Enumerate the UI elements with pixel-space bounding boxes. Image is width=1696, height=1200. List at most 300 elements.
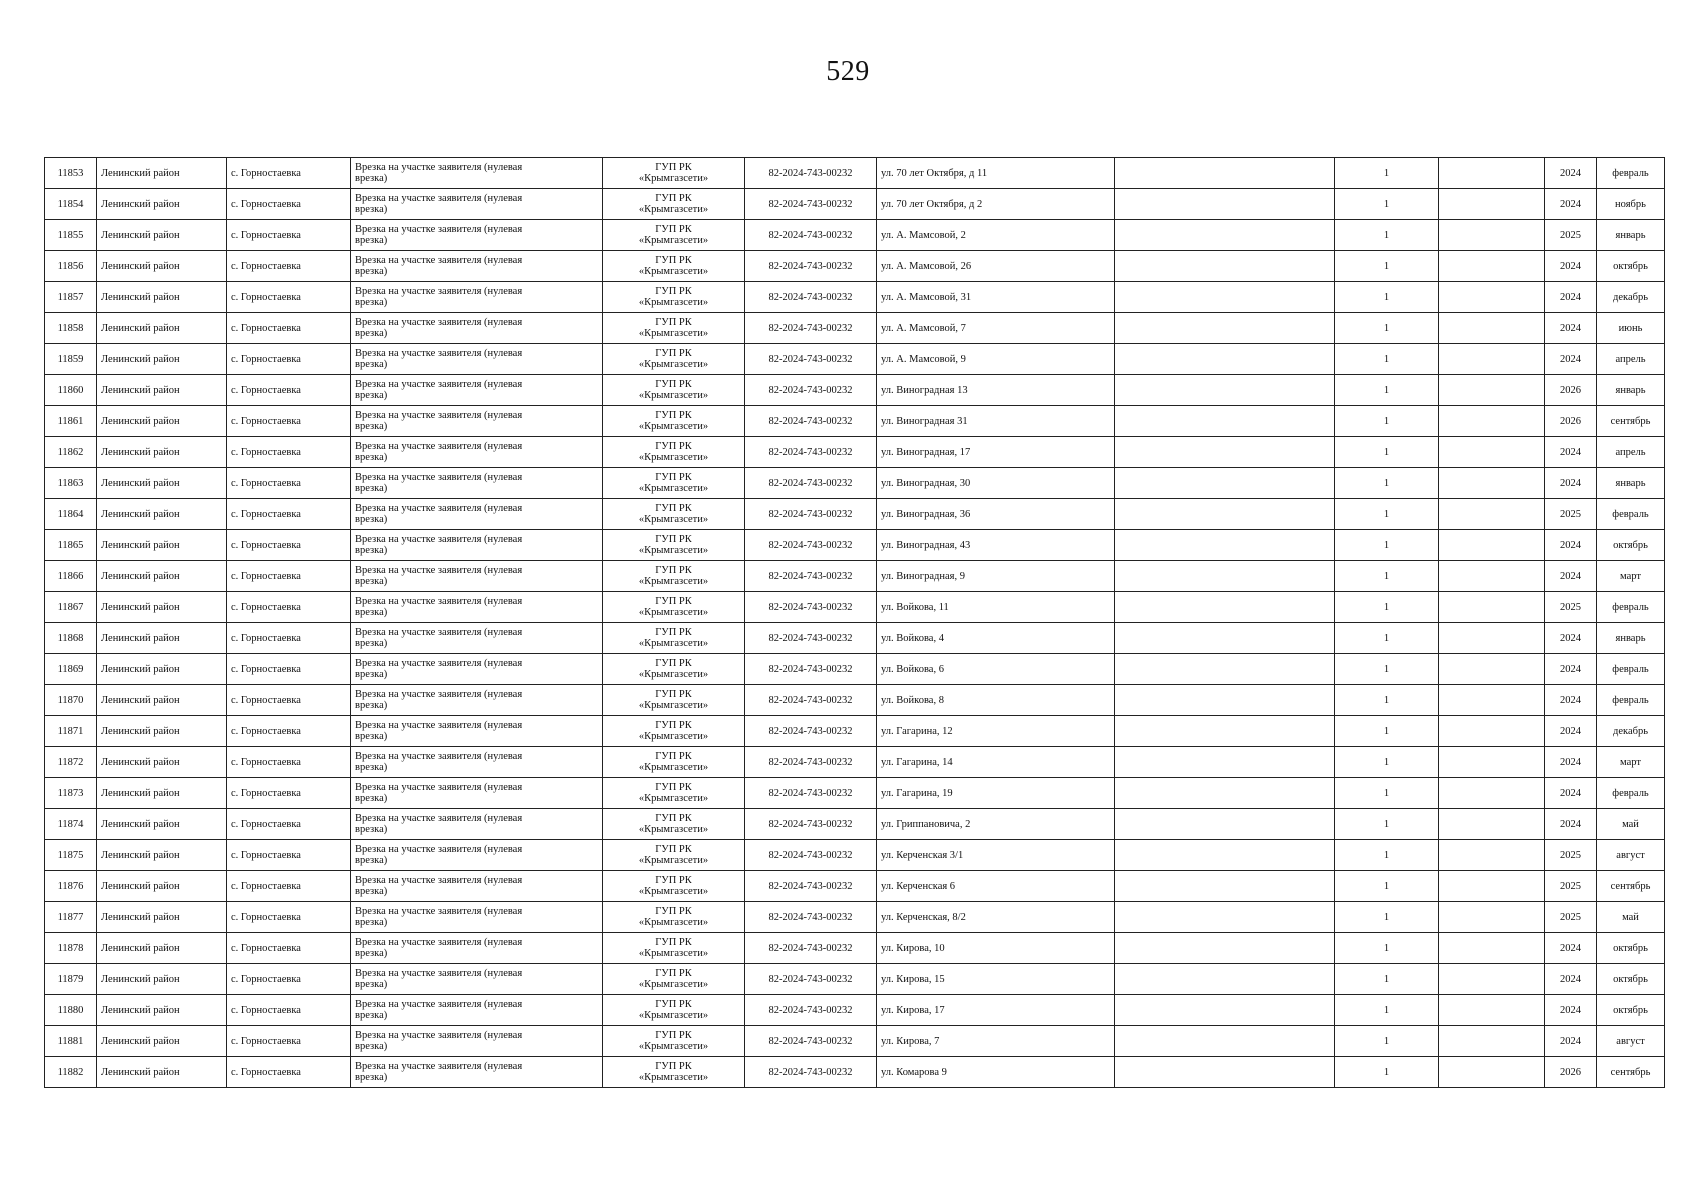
work-type-cell-line: врезка) xyxy=(355,514,388,525)
organization-cell-line: «Крымгазсети» xyxy=(638,204,709,215)
organization-cell xyxy=(603,499,745,530)
row-number: 11854 xyxy=(45,189,97,220)
organization-cell xyxy=(603,313,745,344)
work-type-cell-line: врезка) xyxy=(355,235,388,246)
district-cell: Ленинский район xyxy=(97,313,227,344)
work-type-cell xyxy=(351,995,603,1026)
work-type-cell-line: врезка) xyxy=(355,483,388,494)
organization-cell-line: ГУП РК xyxy=(655,844,692,855)
organization-cell-line: «Крымгазсети» xyxy=(638,979,709,990)
empty-cell xyxy=(1439,468,1545,499)
empty-cell xyxy=(1115,344,1335,375)
year-cell: 2024 xyxy=(1545,716,1597,747)
year-cell: 2024 xyxy=(1545,623,1597,654)
count-cell: 1 xyxy=(1335,282,1439,313)
organization-cell-line: «Крымгазсети» xyxy=(638,483,709,494)
month-cell: февраль xyxy=(1597,158,1665,189)
organization-cell xyxy=(603,561,745,592)
settlement-cell: с. Горностаевка xyxy=(227,158,351,189)
work-type-cell-line: врезка) xyxy=(355,1041,388,1052)
empty-cell xyxy=(1115,468,1335,499)
year-cell: 2024 xyxy=(1545,530,1597,561)
work-type-cell xyxy=(351,592,603,623)
work-type-cell xyxy=(351,344,603,375)
work-type-cell-line: Врезка на участке заявителя (нулевая xyxy=(355,379,523,390)
program-code-cell: 82-2024-743-00232 xyxy=(745,871,877,902)
year-cell: 2026 xyxy=(1545,1057,1597,1088)
work-type-cell xyxy=(351,406,603,437)
program-code-cell: 82-2024-743-00232 xyxy=(745,778,877,809)
organization-cell xyxy=(603,623,745,654)
table-row xyxy=(45,654,1665,685)
empty-cell xyxy=(1439,499,1545,530)
month-cell: сентябрь xyxy=(1597,1057,1665,1088)
address-cell: ул. Керченская 3/1 xyxy=(877,840,1115,871)
settlement-cell: с. Горностаевка xyxy=(227,716,351,747)
work-type-cell-line: Врезка на участке заявителя (нулевая xyxy=(355,410,523,421)
empty-cell xyxy=(1439,1057,1545,1088)
table-row xyxy=(45,809,1665,840)
organization-cell-line: ГУП РК xyxy=(655,658,692,669)
month-cell: апрель xyxy=(1597,344,1665,375)
organization-cell-line: ГУП РК xyxy=(655,441,692,452)
empty-cell xyxy=(1439,375,1545,406)
work-type-cell-line: врезка) xyxy=(355,917,388,928)
empty-cell xyxy=(1115,902,1335,933)
program-code-cell: 82-2024-743-00232 xyxy=(745,902,877,933)
district-cell: Ленинский район xyxy=(97,747,227,778)
organization-cell xyxy=(603,158,745,189)
organization-cell-line: «Крымгазсети» xyxy=(638,855,709,866)
empty-cell xyxy=(1439,809,1545,840)
count-cell: 1 xyxy=(1335,685,1439,716)
organization-cell-line: ГУП РК xyxy=(655,472,692,483)
organization-cell xyxy=(603,530,745,561)
organization-cell-line: «Крымгазсети» xyxy=(638,762,709,773)
year-cell: 2024 xyxy=(1545,158,1597,189)
program-code-cell: 82-2024-743-00232 xyxy=(745,840,877,871)
month-cell: январь xyxy=(1597,220,1665,251)
page-number: 529 xyxy=(826,56,870,87)
work-type-cell-line: врезка) xyxy=(355,855,388,866)
address-cell: ул. Комарова 9 xyxy=(877,1057,1115,1088)
month-cell: январь xyxy=(1597,623,1665,654)
program-code-cell: 82-2024-743-00232 xyxy=(745,995,877,1026)
organization-cell-line: ГУП РК xyxy=(655,937,692,948)
work-type-cell-line: Врезка на участке заявителя (нулевая xyxy=(355,255,523,266)
year-cell: 2024 xyxy=(1545,995,1597,1026)
work-type-cell-line: Врезка на участке заявителя (нулевая xyxy=(355,689,523,700)
work-type-cell-line: Врезка на участке заявителя (нулевая xyxy=(355,162,523,173)
settlement-cell: с. Горностаевка xyxy=(227,778,351,809)
program-code-cell: 82-2024-743-00232 xyxy=(745,282,877,313)
row-number: 11880 xyxy=(45,995,97,1026)
month-cell: май xyxy=(1597,902,1665,933)
row-number: 11868 xyxy=(45,623,97,654)
district-cell: Ленинский район xyxy=(97,499,227,530)
empty-cell xyxy=(1115,406,1335,437)
row-number: 11857 xyxy=(45,282,97,313)
work-type-cell xyxy=(351,561,603,592)
work-type-cell xyxy=(351,778,603,809)
district-cell: Ленинский район xyxy=(97,871,227,902)
work-type-cell-line: Врезка на участке заявителя (нулевая xyxy=(355,813,523,824)
year-cell: 2024 xyxy=(1545,561,1597,592)
table-row xyxy=(45,561,1665,592)
organization-cell-line: ГУП РК xyxy=(655,503,692,514)
address-cell: ул. Виноградная, 30 xyxy=(877,468,1115,499)
work-type-cell-line: врезка) xyxy=(355,390,388,401)
organization-cell xyxy=(603,778,745,809)
organization-cell-line: ГУП РК xyxy=(655,255,692,266)
empty-cell xyxy=(1439,437,1545,468)
settlement-cell: с. Горностаевка xyxy=(227,561,351,592)
table-row xyxy=(45,282,1665,313)
address-cell: ул. Кирова, 10 xyxy=(877,933,1115,964)
program-code-cell: 82-2024-743-00232 xyxy=(745,251,877,282)
year-cell: 2025 xyxy=(1545,902,1597,933)
organization-cell-line: «Крымгазсети» xyxy=(638,328,709,339)
address-cell: ул. А. Мамсовой, 7 xyxy=(877,313,1115,344)
organization-cell xyxy=(603,747,745,778)
organization-cell-line: «Крымгазсети» xyxy=(638,731,709,742)
work-type-cell-line: Врезка на участке заявителя (нулевая xyxy=(355,999,523,1010)
month-cell: декабрь xyxy=(1597,282,1665,313)
district-cell: Ленинский район xyxy=(97,282,227,313)
work-type-cell xyxy=(351,871,603,902)
organization-cell-line: ГУП РК xyxy=(655,720,692,731)
district-cell: Ленинский район xyxy=(97,468,227,499)
count-cell: 1 xyxy=(1335,933,1439,964)
row-number: 11881 xyxy=(45,1026,97,1057)
organization-cell xyxy=(603,995,745,1026)
organization-cell xyxy=(603,1026,745,1057)
address-cell: ул. Кирова, 17 xyxy=(877,995,1115,1026)
empty-cell xyxy=(1439,282,1545,313)
work-type-cell xyxy=(351,902,603,933)
program-code-cell: 82-2024-743-00232 xyxy=(745,623,877,654)
table-row xyxy=(45,1057,1665,1088)
table-row xyxy=(45,778,1665,809)
program-code-cell: 82-2024-743-00232 xyxy=(745,530,877,561)
district-cell: Ленинский район xyxy=(97,189,227,220)
empty-cell xyxy=(1115,1026,1335,1057)
work-type-cell-line: Врезка на участке заявителя (нулевая xyxy=(355,193,523,204)
district-cell: Ленинский район xyxy=(97,251,227,282)
month-cell: май xyxy=(1597,809,1665,840)
table-row xyxy=(45,1026,1665,1057)
year-cell: 2024 xyxy=(1545,313,1597,344)
month-cell: июнь xyxy=(1597,313,1665,344)
work-type-cell xyxy=(351,1057,603,1088)
work-type-cell-line: Врезка на участке заявителя (нулевая xyxy=(355,751,523,762)
work-type-cell xyxy=(351,530,603,561)
organization-cell xyxy=(603,282,745,313)
month-cell: февраль xyxy=(1597,778,1665,809)
work-type-cell-line: Врезка на участке заявителя (нулевая xyxy=(355,968,523,979)
register-table xyxy=(44,157,1665,1088)
work-type-cell-line: врезка) xyxy=(355,1072,388,1083)
work-type-cell-line: Врезка на участке заявителя (нулевая xyxy=(355,627,523,638)
count-cell: 1 xyxy=(1335,189,1439,220)
table-row xyxy=(45,158,1665,189)
year-cell: 2024 xyxy=(1545,468,1597,499)
empty-cell xyxy=(1439,902,1545,933)
year-cell: 2024 xyxy=(1545,654,1597,685)
program-code-cell: 82-2024-743-00232 xyxy=(745,344,877,375)
district-cell: Ленинский район xyxy=(97,437,227,468)
work-type-cell xyxy=(351,158,603,189)
year-cell: 2024 xyxy=(1545,1026,1597,1057)
month-cell: февраль xyxy=(1597,685,1665,716)
table-row xyxy=(45,251,1665,282)
empty-cell xyxy=(1439,964,1545,995)
address-cell: ул. Виноградная 13 xyxy=(877,375,1115,406)
table-row xyxy=(45,592,1665,623)
settlement-cell: с. Горностаевка xyxy=(227,840,351,871)
district-cell: Ленинский район xyxy=(97,1057,227,1088)
empty-cell xyxy=(1115,561,1335,592)
empty-cell xyxy=(1115,840,1335,871)
district-cell: Ленинский район xyxy=(97,840,227,871)
district-cell: Ленинский район xyxy=(97,561,227,592)
organization-cell-line: ГУП РК xyxy=(655,224,692,235)
row-number: 11877 xyxy=(45,902,97,933)
organization-cell-line: «Крымгазсети» xyxy=(638,669,709,680)
month-cell: октябрь xyxy=(1597,964,1665,995)
work-type-cell xyxy=(351,375,603,406)
organization-cell-line: «Крымгазсети» xyxy=(638,638,709,649)
count-cell: 1 xyxy=(1335,623,1439,654)
count-cell: 1 xyxy=(1335,902,1439,933)
district-cell: Ленинский район xyxy=(97,375,227,406)
organization-cell xyxy=(603,592,745,623)
year-cell: 2024 xyxy=(1545,437,1597,468)
empty-cell xyxy=(1115,964,1335,995)
address-cell: ул. 70 лет Октября, д 11 xyxy=(877,158,1115,189)
row-number: 11879 xyxy=(45,964,97,995)
count-cell: 1 xyxy=(1335,530,1439,561)
count-cell: 1 xyxy=(1335,964,1439,995)
work-type-cell xyxy=(351,499,603,530)
address-cell: ул. Гагарина, 19 xyxy=(877,778,1115,809)
program-code-cell: 82-2024-743-00232 xyxy=(745,1057,877,1088)
address-cell: ул. 70 лет Октября, д 2 xyxy=(877,189,1115,220)
program-code-cell: 82-2024-743-00232 xyxy=(745,654,877,685)
program-code-cell: 82-2024-743-00232 xyxy=(745,468,877,499)
empty-cell xyxy=(1439,623,1545,654)
work-type-cell-line: Врезка на участке заявителя (нулевая xyxy=(355,348,523,359)
row-number: 11865 xyxy=(45,530,97,561)
program-code-cell: 82-2024-743-00232 xyxy=(745,437,877,468)
work-type-cell xyxy=(351,809,603,840)
program-code-cell: 82-2024-743-00232 xyxy=(745,499,877,530)
address-cell: ул. А. Мамсовой, 31 xyxy=(877,282,1115,313)
district-cell: Ленинский район xyxy=(97,685,227,716)
empty-cell xyxy=(1439,592,1545,623)
organization-cell-line: ГУП РК xyxy=(655,565,692,576)
count-cell: 1 xyxy=(1335,778,1439,809)
empty-cell xyxy=(1439,871,1545,902)
empty-cell xyxy=(1115,592,1335,623)
empty-cell xyxy=(1439,778,1545,809)
work-type-cell-line: врезка) xyxy=(355,359,388,370)
district-cell: Ленинский район xyxy=(97,623,227,654)
empty-cell xyxy=(1439,933,1545,964)
settlement-cell: с. Горностаевка xyxy=(227,344,351,375)
program-code-cell: 82-2024-743-00232 xyxy=(745,1026,877,1057)
work-type-cell-line: врезка) xyxy=(355,173,388,184)
organization-cell-line: ГУП РК xyxy=(655,999,692,1010)
work-type-cell xyxy=(351,685,603,716)
month-cell: февраль xyxy=(1597,654,1665,685)
organization-cell xyxy=(603,902,745,933)
organization-cell xyxy=(603,685,745,716)
work-type-cell-line: Врезка на участке заявителя (нулевая xyxy=(355,1030,523,1041)
work-type-cell-line: Врезка на участке заявителя (нулевая xyxy=(355,658,523,669)
month-cell: декабрь xyxy=(1597,716,1665,747)
row-number: 11874 xyxy=(45,809,97,840)
work-type-cell-line: врезка) xyxy=(355,700,388,711)
row-number: 11870 xyxy=(45,685,97,716)
count-cell: 1 xyxy=(1335,158,1439,189)
address-cell: ул. Войкова, 6 xyxy=(877,654,1115,685)
year-cell: 2024 xyxy=(1545,778,1597,809)
row-number: 11871 xyxy=(45,716,97,747)
year-cell: 2024 xyxy=(1545,809,1597,840)
organization-cell-line: «Крымгазсети» xyxy=(638,545,709,556)
organization-cell-line: «Крымгазсети» xyxy=(638,359,709,370)
month-cell: октябрь xyxy=(1597,251,1665,282)
organization-cell xyxy=(603,1057,745,1088)
program-code-cell: 82-2024-743-00232 xyxy=(745,685,877,716)
work-type-cell xyxy=(351,282,603,313)
address-cell: ул. Виноградная, 17 xyxy=(877,437,1115,468)
table-row xyxy=(45,902,1665,933)
program-code-cell: 82-2024-743-00232 xyxy=(745,561,877,592)
work-type-cell-line: Врезка на участке заявителя (нулевая xyxy=(355,844,523,855)
row-number: 11875 xyxy=(45,840,97,871)
year-cell: 2024 xyxy=(1545,964,1597,995)
work-type-cell-line: врезка) xyxy=(355,979,388,990)
work-type-cell xyxy=(351,189,603,220)
work-type-cell-line: врезка) xyxy=(355,576,388,587)
organization-cell xyxy=(603,840,745,871)
work-type-cell-line: Врезка на участке заявителя (нулевая xyxy=(355,317,523,328)
address-cell: ул. А. Мамсовой, 2 xyxy=(877,220,1115,251)
settlement-cell: с. Горностаевка xyxy=(227,933,351,964)
program-code-cell: 82-2024-743-00232 xyxy=(745,809,877,840)
organization-cell-line: ГУП РК xyxy=(655,596,692,607)
empty-cell xyxy=(1115,437,1335,468)
count-cell: 1 xyxy=(1335,654,1439,685)
settlement-cell: с. Горностаевка xyxy=(227,406,351,437)
month-cell: август xyxy=(1597,840,1665,871)
work-type-cell xyxy=(351,840,603,871)
work-type-cell-line: врезка) xyxy=(355,607,388,618)
organization-cell-line: «Крымгазсети» xyxy=(638,793,709,804)
organization-cell-line: ГУП РК xyxy=(655,1061,692,1072)
month-cell: февраль xyxy=(1597,592,1665,623)
program-code-cell: 82-2024-743-00232 xyxy=(745,189,877,220)
work-type-cell xyxy=(351,313,603,344)
count-cell: 1 xyxy=(1335,871,1439,902)
organization-cell-line: ГУП РК xyxy=(655,813,692,824)
work-type-cell-line: Врезка на участке заявителя (нулевая xyxy=(355,503,523,514)
work-type-cell xyxy=(351,468,603,499)
work-type-cell-line: Врезка на участке заявителя (нулевая xyxy=(355,286,523,297)
count-cell: 1 xyxy=(1335,840,1439,871)
count-cell: 1 xyxy=(1335,313,1439,344)
row-number: 11860 xyxy=(45,375,97,406)
empty-cell xyxy=(1115,623,1335,654)
organization-cell-line: ГУП РК xyxy=(655,906,692,917)
table-row xyxy=(45,964,1665,995)
organization-cell-line: ГУП РК xyxy=(655,317,692,328)
empty-cell xyxy=(1439,189,1545,220)
row-number: 11863 xyxy=(45,468,97,499)
organization-cell-line: «Крымгазсети» xyxy=(638,173,709,184)
empty-cell xyxy=(1439,251,1545,282)
district-cell: Ленинский район xyxy=(97,1026,227,1057)
work-type-cell xyxy=(351,220,603,251)
table-row xyxy=(45,189,1665,220)
settlement-cell: с. Горностаевка xyxy=(227,468,351,499)
settlement-cell: с. Горностаевка xyxy=(227,995,351,1026)
row-number: 11861 xyxy=(45,406,97,437)
settlement-cell: с. Горностаевка xyxy=(227,251,351,282)
organization-cell-line: «Крымгазсети» xyxy=(638,700,709,711)
organization-cell-line: ГУП РК xyxy=(655,689,692,700)
program-code-cell: 82-2024-743-00232 xyxy=(745,964,877,995)
empty-cell xyxy=(1115,220,1335,251)
row-number: 11869 xyxy=(45,654,97,685)
empty-cell xyxy=(1115,654,1335,685)
address-cell: ул. Войкова, 8 xyxy=(877,685,1115,716)
year-cell: 2025 xyxy=(1545,592,1597,623)
program-code-cell: 82-2024-743-00232 xyxy=(745,933,877,964)
table-row xyxy=(45,933,1665,964)
empty-cell xyxy=(1439,530,1545,561)
table-row xyxy=(45,220,1665,251)
month-cell: январь xyxy=(1597,375,1665,406)
organization-cell-line: ГУП РК xyxy=(655,286,692,297)
organization-cell-line: «Крымгазсети» xyxy=(638,297,709,308)
table-row xyxy=(45,840,1665,871)
address-cell: ул. Виноградная, 9 xyxy=(877,561,1115,592)
row-number: 11866 xyxy=(45,561,97,592)
year-cell: 2024 xyxy=(1545,251,1597,282)
organization-cell-line: «Крымгазсети» xyxy=(638,1041,709,1052)
settlement-cell: с. Горностаевка xyxy=(227,685,351,716)
settlement-cell: с. Горностаевка xyxy=(227,530,351,561)
empty-cell xyxy=(1115,933,1335,964)
organization-cell xyxy=(603,251,745,282)
organization-cell-line: ГУП РК xyxy=(655,410,692,421)
organization-cell-line: ГУП РК xyxy=(655,348,692,359)
table-row xyxy=(45,406,1665,437)
district-cell: Ленинский район xyxy=(97,592,227,623)
settlement-cell: с. Горностаевка xyxy=(227,623,351,654)
row-number: 11862 xyxy=(45,437,97,468)
organization-cell-line: ГУП РК xyxy=(655,751,692,762)
month-cell: март xyxy=(1597,747,1665,778)
row-number: 11855 xyxy=(45,220,97,251)
empty-cell xyxy=(1115,809,1335,840)
district-cell: Ленинский район xyxy=(97,530,227,561)
row-number: 11867 xyxy=(45,592,97,623)
organization-cell xyxy=(603,468,745,499)
